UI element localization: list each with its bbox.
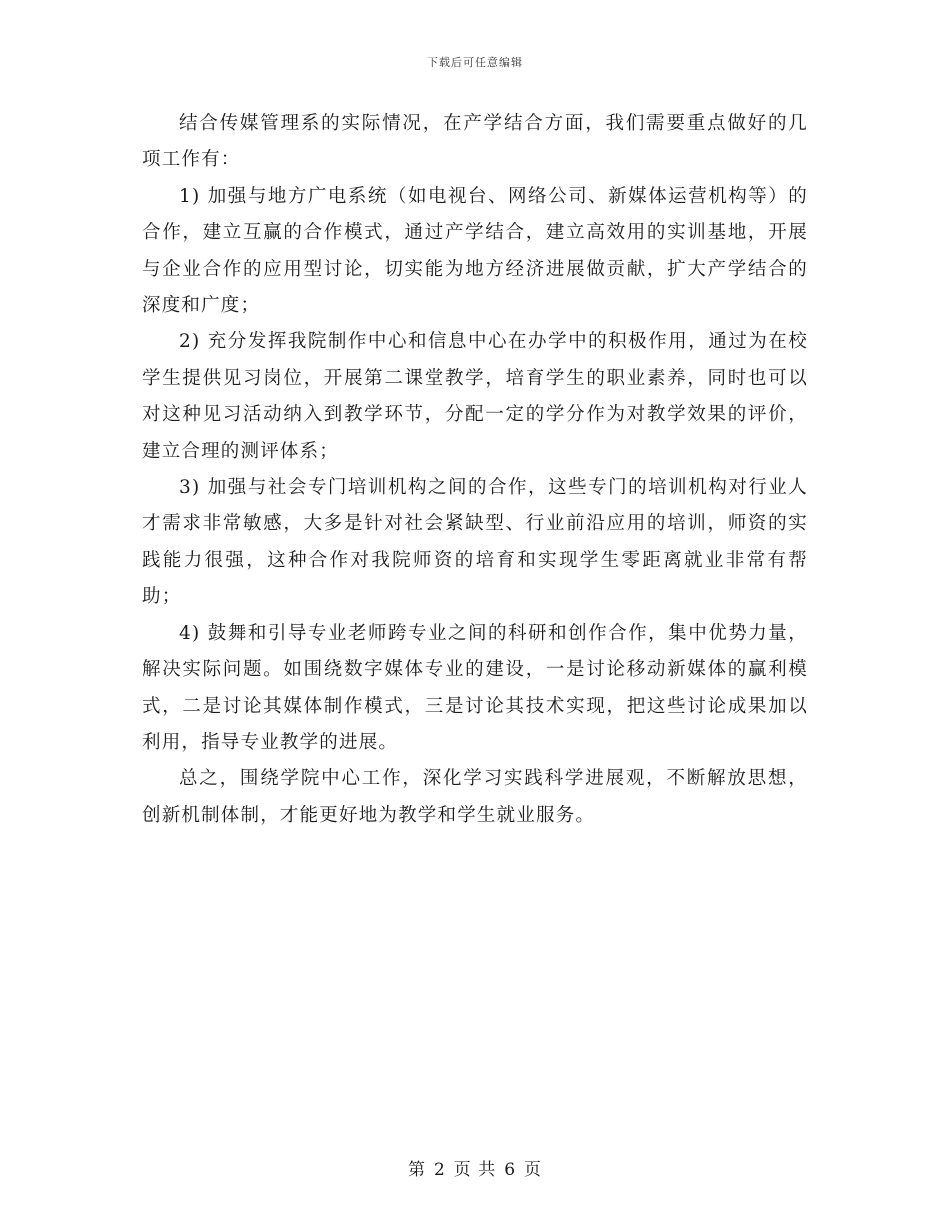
paragraph-item-1: 1) 加强与地方广电系统（如电视台、网络公司、新媒体运营机构等）的合作，建立互赢的合作模式，通过产学结合，建立高效用的实训基地，开展与企业合作的应用型讨论，切实能为地方经济进展做贡献，扩大产学结合的深度和广度； xyxy=(142,185,808,317)
paragraph-item-2: 2) 充分发挥我院制作中心和信息中心在办学中的积极作用，通过为在校学生提供见习岗位，开展第二课堂教学，培育学生的职业素养，同时也可以对这种见习活动纳入到教学环节，分配一定的学分作为对教学效果的评价，建立合理的测评体系； xyxy=(142,331,808,462)
footer-middle: 页 共 xyxy=(453,1160,497,1180)
footer-page-number: 2 xyxy=(433,1160,446,1180)
page-footer xyxy=(0,1155,950,1180)
footer-suffix: 页 xyxy=(524,1160,543,1180)
paragraph-item-3: 3) 加强与社会专门培训机构之间的合作，这些专门的培训机构对行业人才需求非常敏感，大多是针对社会紧缺型、行业前沿应用的培训，师资的实践能力很强，这种合作对我院师资的培育和实现学生零距离就业非常有帮助； xyxy=(142,477,808,608)
page-header: 下载后可任意编辑 xyxy=(427,56,523,69)
footer-prefix: 第 xyxy=(407,1160,426,1180)
paragraph-item-4: 4) 鼓舞和引导专业老师跨专业之间的科研和创作合作，集中优势力量，解决实际问题。如围绕数字媒体专业的建设，一是讨论移动新媒体的赢利模式，二是讨论其媒体制作模式，三是讨论其技术实现，把这些讨论成果加以利用，指导专业教学的进展。 xyxy=(142,622,808,753)
footer-total-pages: 6 xyxy=(504,1160,517,1180)
document-body xyxy=(142,106,808,834)
paragraph-conclusion: 总之，围绕学院中心工作，深化学习实践科学进展观，不断解放思想，创新机制体制，才能更好地为教学和学生就业服务。 xyxy=(142,768,808,826)
paragraph-intro: 结合传媒管理系的实际情况，在产学结合方面，我们需要重点做好的几项工作有： xyxy=(142,113,808,171)
